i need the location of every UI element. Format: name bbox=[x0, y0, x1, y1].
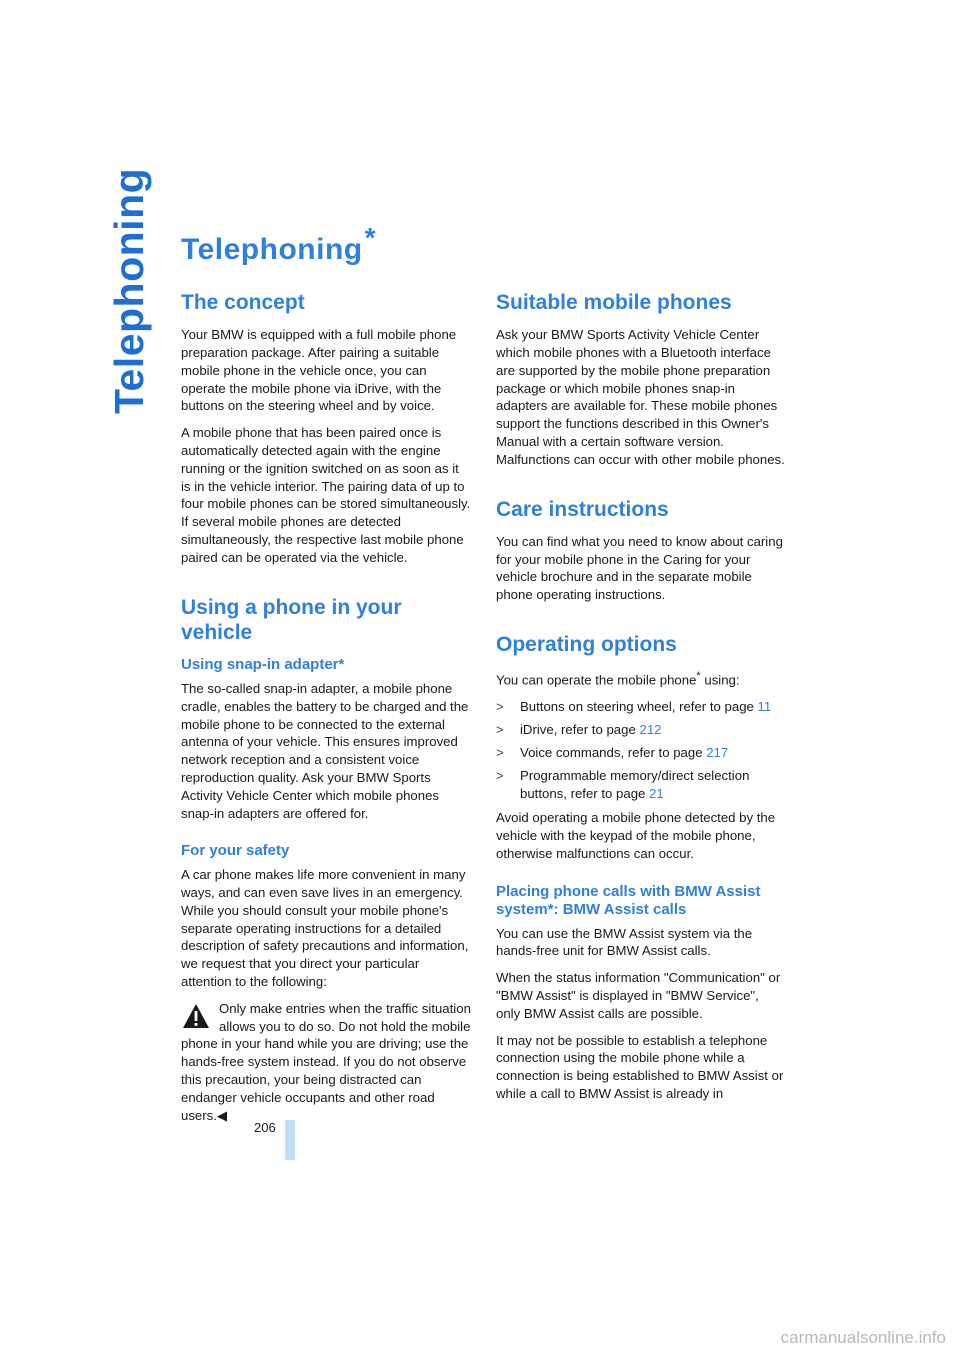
assist-paragraph-1: You can use the BMW Assist system via the hands-free unit for BMW Assist calls. bbox=[496, 925, 753, 959]
options-intro-end: using: bbox=[700, 672, 740, 688]
page-link-11[interactable]: 11 bbox=[757, 699, 772, 715]
concept-paragraph-2: A mobile phone that has been paired once is automatically detected again with the engine running or the ignition switched on as soon as it is in the vehicle interior. The pairing data of up to four mobile phones can be stored simultaneously. If several mobile phones are detected simultaneously, the respective last mobile phone paired can be operated via the vehicle. bbox=[181, 425, 471, 565]
list-item bbox=[496, 744, 786, 762]
left-column bbox=[181, 290, 471, 1133]
list-bullet: > bbox=[496, 767, 504, 783]
heading-suitable-phones: Suitable mobile phones bbox=[496, 291, 732, 314]
heading-bmw-assist: Placing phone calls with BMW Assist system*: BMW Assist calls bbox=[496, 882, 761, 918]
page-title bbox=[181, 222, 376, 267]
side-tab-label: Telephoning bbox=[106, 167, 152, 414]
side-tab bbox=[94, 167, 164, 428]
warning-paragraph bbox=[181, 1000, 471, 1125]
title-optional-mark: * bbox=[364, 222, 376, 253]
list-bullet: > bbox=[496, 744, 504, 760]
page-number: 206 bbox=[254, 1120, 276, 1135]
list-item-text: Buttons on steering wheel, refer to page bbox=[520, 699, 758, 715]
list-item bbox=[496, 721, 786, 739]
suitable-paragraph: Ask your BMW Sports Activity Vehicle Center which mobile phones with a Bluetooth interface are supported by the mobile phone preparation package or which mobile phones snap-in adapters are available for. These mobile phones support the functions described in this Owner's Manual with a certain software version. Malfunctions can occur with other mobile phones. bbox=[496, 327, 785, 467]
heading-using-phone: Using a phone in your vehicle bbox=[181, 595, 402, 644]
page-link-212[interactable]: 212 bbox=[639, 722, 662, 738]
heading-safety: For your safety bbox=[181, 842, 290, 860]
heading-snap-in: Using snap-in adapter* bbox=[181, 655, 345, 673]
page-title-text: Telephoning bbox=[181, 233, 363, 266]
assist-paragraph-2: When the status information "Communication" or "BMW Assist" is displayed in "BMW Service", only BMW Assist calls are possible. bbox=[496, 970, 781, 1021]
list-bullet: > bbox=[496, 722, 504, 738]
concept-paragraph-1: Your BMW is equipped with a full mobile phone preparation package. After pairing a suitable mobile phone in the vehicle once, you can operate the mobile phone via iDrive, with the buttons on the steering wheel and by voice. bbox=[181, 327, 457, 414]
options-intro bbox=[496, 668, 786, 689]
safety-paragraph: A car phone makes life more convenient in many ways, and can even save lives in an emergency. While you should consult your mobile phone's separate operating instructions for a detailed description of safety precautions and information, we request that you direct your particular attention to the following: bbox=[181, 867, 469, 990]
heading-concept: The concept bbox=[181, 291, 305, 314]
options-intro-text: You can operate the mobile phone bbox=[496, 672, 697, 688]
end-of-section-mark: ◀ bbox=[216, 1107, 228, 1123]
avoid-paragraph: Avoid operating a mobile phone detected by the vehicle with the keypad of the mobile phone, otherwise malfunctions can occur. bbox=[496, 810, 776, 861]
heading-operating-options: Operating options bbox=[496, 632, 677, 656]
right-column bbox=[496, 290, 786, 1112]
page-link-21[interactable]: 21 bbox=[649, 785, 664, 801]
heading-care: Care instructions bbox=[496, 497, 669, 521]
list-bullet: > bbox=[496, 699, 504, 715]
list-item bbox=[496, 767, 786, 803]
options-intro-optional-mark: * bbox=[696, 670, 701, 683]
care-paragraph: You can find what you need to know about caring for your mobile phone in the Caring for your vehicle brochure and in the separate mobile phone operating instructions. bbox=[496, 533, 783, 603]
page-link-217[interactable]: 217 bbox=[706, 744, 729, 760]
list-item-text: iDrive, refer to page bbox=[520, 722, 640, 738]
list-item bbox=[496, 698, 786, 716]
watermark: carmanualsonline.info bbox=[780, 1328, 946, 1347]
warning-text: Only make entries when the traffic situation allows you to do so. Do not hold the mobile phone in your hand while you are driving; use the hands-free system instead. If you do not observe this precaution, your being distracted can endanger vehicle occupants and other road users. bbox=[181, 1000, 471, 1123]
list-item-text: Programmable memory/direct selection buttons, refer to page bbox=[520, 767, 750, 801]
assist-paragraph-3: It may not be possible to establish a telephone connection using the mobile phone while a connection is being established to BMW Assist or while a call to BMW Assist is already in bbox=[496, 1032, 784, 1102]
list-item-text: Voice commands, refer to page bbox=[520, 744, 707, 760]
warning-triangle-icon bbox=[181, 1002, 211, 1030]
snap-in-paragraph: The so-called snap-in adapter, a mobile phone cradle, enables the battery to be charged and the mobile phone to be connected to the external antenna of your vehicle. This ensures improved network reception and a consistent voice reproduction quality. Ask your BMW Sports Activity Vehicle Center which mobile phones snap-in adapters are offered for. bbox=[181, 680, 469, 821]
page-marker-bar bbox=[285, 1120, 295, 1160]
options-list bbox=[496, 698, 786, 802]
